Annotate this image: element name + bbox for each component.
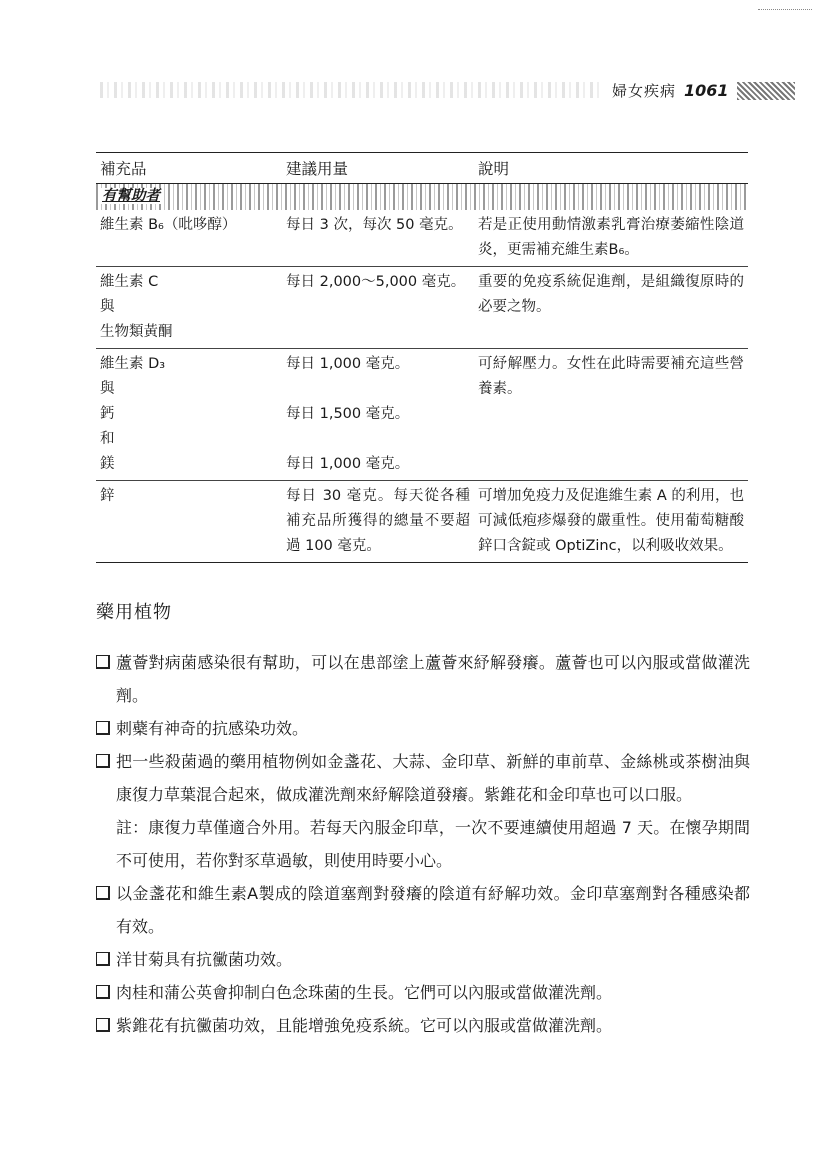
supplement-name: 維生素 B₆（吡哆醇） [100,217,237,233]
checkbox-bullet-icon [96,655,110,669]
herb-text: 把一些殺菌過的藥用植物例如金盞花、大蒜、金印草、新鮮的車前草、金絲桃或茶樹油與康復力草葉混合起來，做成灌洗劑來紓解陰道發癢。紫錐花和金印草也可以口服。 [116,752,750,804]
notes-text: 若是正使用動情激素乳膏治療萎縮性陰道炎，更需補充維生素B₆。 [478,217,744,258]
supplement-name: 和 [100,431,115,447]
list-item [96,877,750,943]
header-dosage: 建議用量 [282,153,474,184]
page-number: 1061 [684,81,729,100]
herb-list [96,646,750,1042]
dosage-text: 每日 2,000～5,000 毫克。 [286,274,466,290]
supplement-table [96,152,748,563]
supplement-name: 與 [100,381,115,397]
table-subheading [96,184,748,211]
checkbox-bullet-icon [96,1018,110,1032]
supplement-name: 生物類黃酮 [100,324,173,340]
table-row [96,267,748,349]
dosage-text: 每日 30 毫克。每天從各種補充品所獲得的總量不要超過 100 毫克。 [286,488,470,554]
notes-text: 可紓解壓力。女性在此時需要補充這些營養素。 [478,356,744,397]
list-item [96,745,750,877]
notes-text: 重要的免疫系統促進劑，是組織復原時的必要之物。 [478,274,744,315]
table-header-row [96,153,748,184]
herb-text: 洋甘菊具有抗黴菌功效。 [116,950,293,969]
supplement-name: 與 [100,299,115,315]
dosage-text: 每日 1,000 毫克。 [286,356,410,372]
herbs-section-title: 藥用植物 [96,602,172,623]
checkbox-bullet-icon [96,886,110,900]
herb-text: 紫錐花有抗黴菌功效，且能增強免疫系統。它可以內服或當做灌洗劑。 [116,1016,613,1035]
list-item [96,1009,750,1042]
supplement-name: 鋅 [100,488,115,504]
list-item [96,712,750,745]
checkbox-bullet-icon [96,985,110,999]
table-row [96,349,748,481]
scan-mark [758,9,812,10]
table-row [96,481,748,563]
header-notes: 說明 [474,153,748,184]
subheading-label: 有幫助者 [102,188,160,204]
supplement-name: 鈣 [100,406,115,422]
list-item [96,943,750,976]
section-title: 婦女疾病 [612,82,677,100]
list-item [96,976,750,1009]
dosage-text: 每日 1,000 毫克。 [286,456,410,472]
header-pattern [737,82,795,100]
dosage-text: 每日 1,500 毫克。 [286,406,410,422]
herb-text: 以金盞花和維生素A製成的陰道塞劑對發癢的陰道有紓解功效。金印草塞劑對各種感染都有效。 [116,884,750,936]
notes-text: 可增加免疫力及促進維生素 A 的利用，也可減低疱疹爆發的嚴重性。使用葡萄糖酸鋅口含錠或 OptiZinc，以利吸收效果。 [478,488,744,554]
checkbox-bullet-icon [96,721,110,735]
herb-text: 肉桂和蒲公英會抑制白色念珠菌的生長。它們可以內服或當做灌洗劑。 [116,983,613,1002]
checkbox-bullet-icon [96,754,110,768]
dosage-text: 每日 3 次，每次 50 毫克。 [286,217,463,233]
header-scan-noise [100,82,600,98]
table-row [96,210,748,267]
header-supplement: 補充品 [96,153,282,184]
supplement-name: 維生素 C [100,274,159,290]
herb-text: 刺蘗有神奇的抗感染功效。 [116,719,309,738]
herb-text: 蘆薈對病菌感染很有幫助，可以在患部塗上蘆薈來紓解發癢。蘆薈也可以內服或當做灌洗劑。 [116,653,750,705]
supplement-name: 維生素 D₃ [100,356,166,372]
herb-note: 註：康復力草僅適合外用。若每天內服金印草，一次不要連續使用超過 7 天。在懷孕期間不可使用，若你對豕草過敏，則使用時要小心。 [116,818,750,870]
list-item [96,646,750,712]
running-header [612,80,795,101]
supplement-name: 鎂 [100,456,115,472]
checkbox-bullet-icon [96,952,110,966]
